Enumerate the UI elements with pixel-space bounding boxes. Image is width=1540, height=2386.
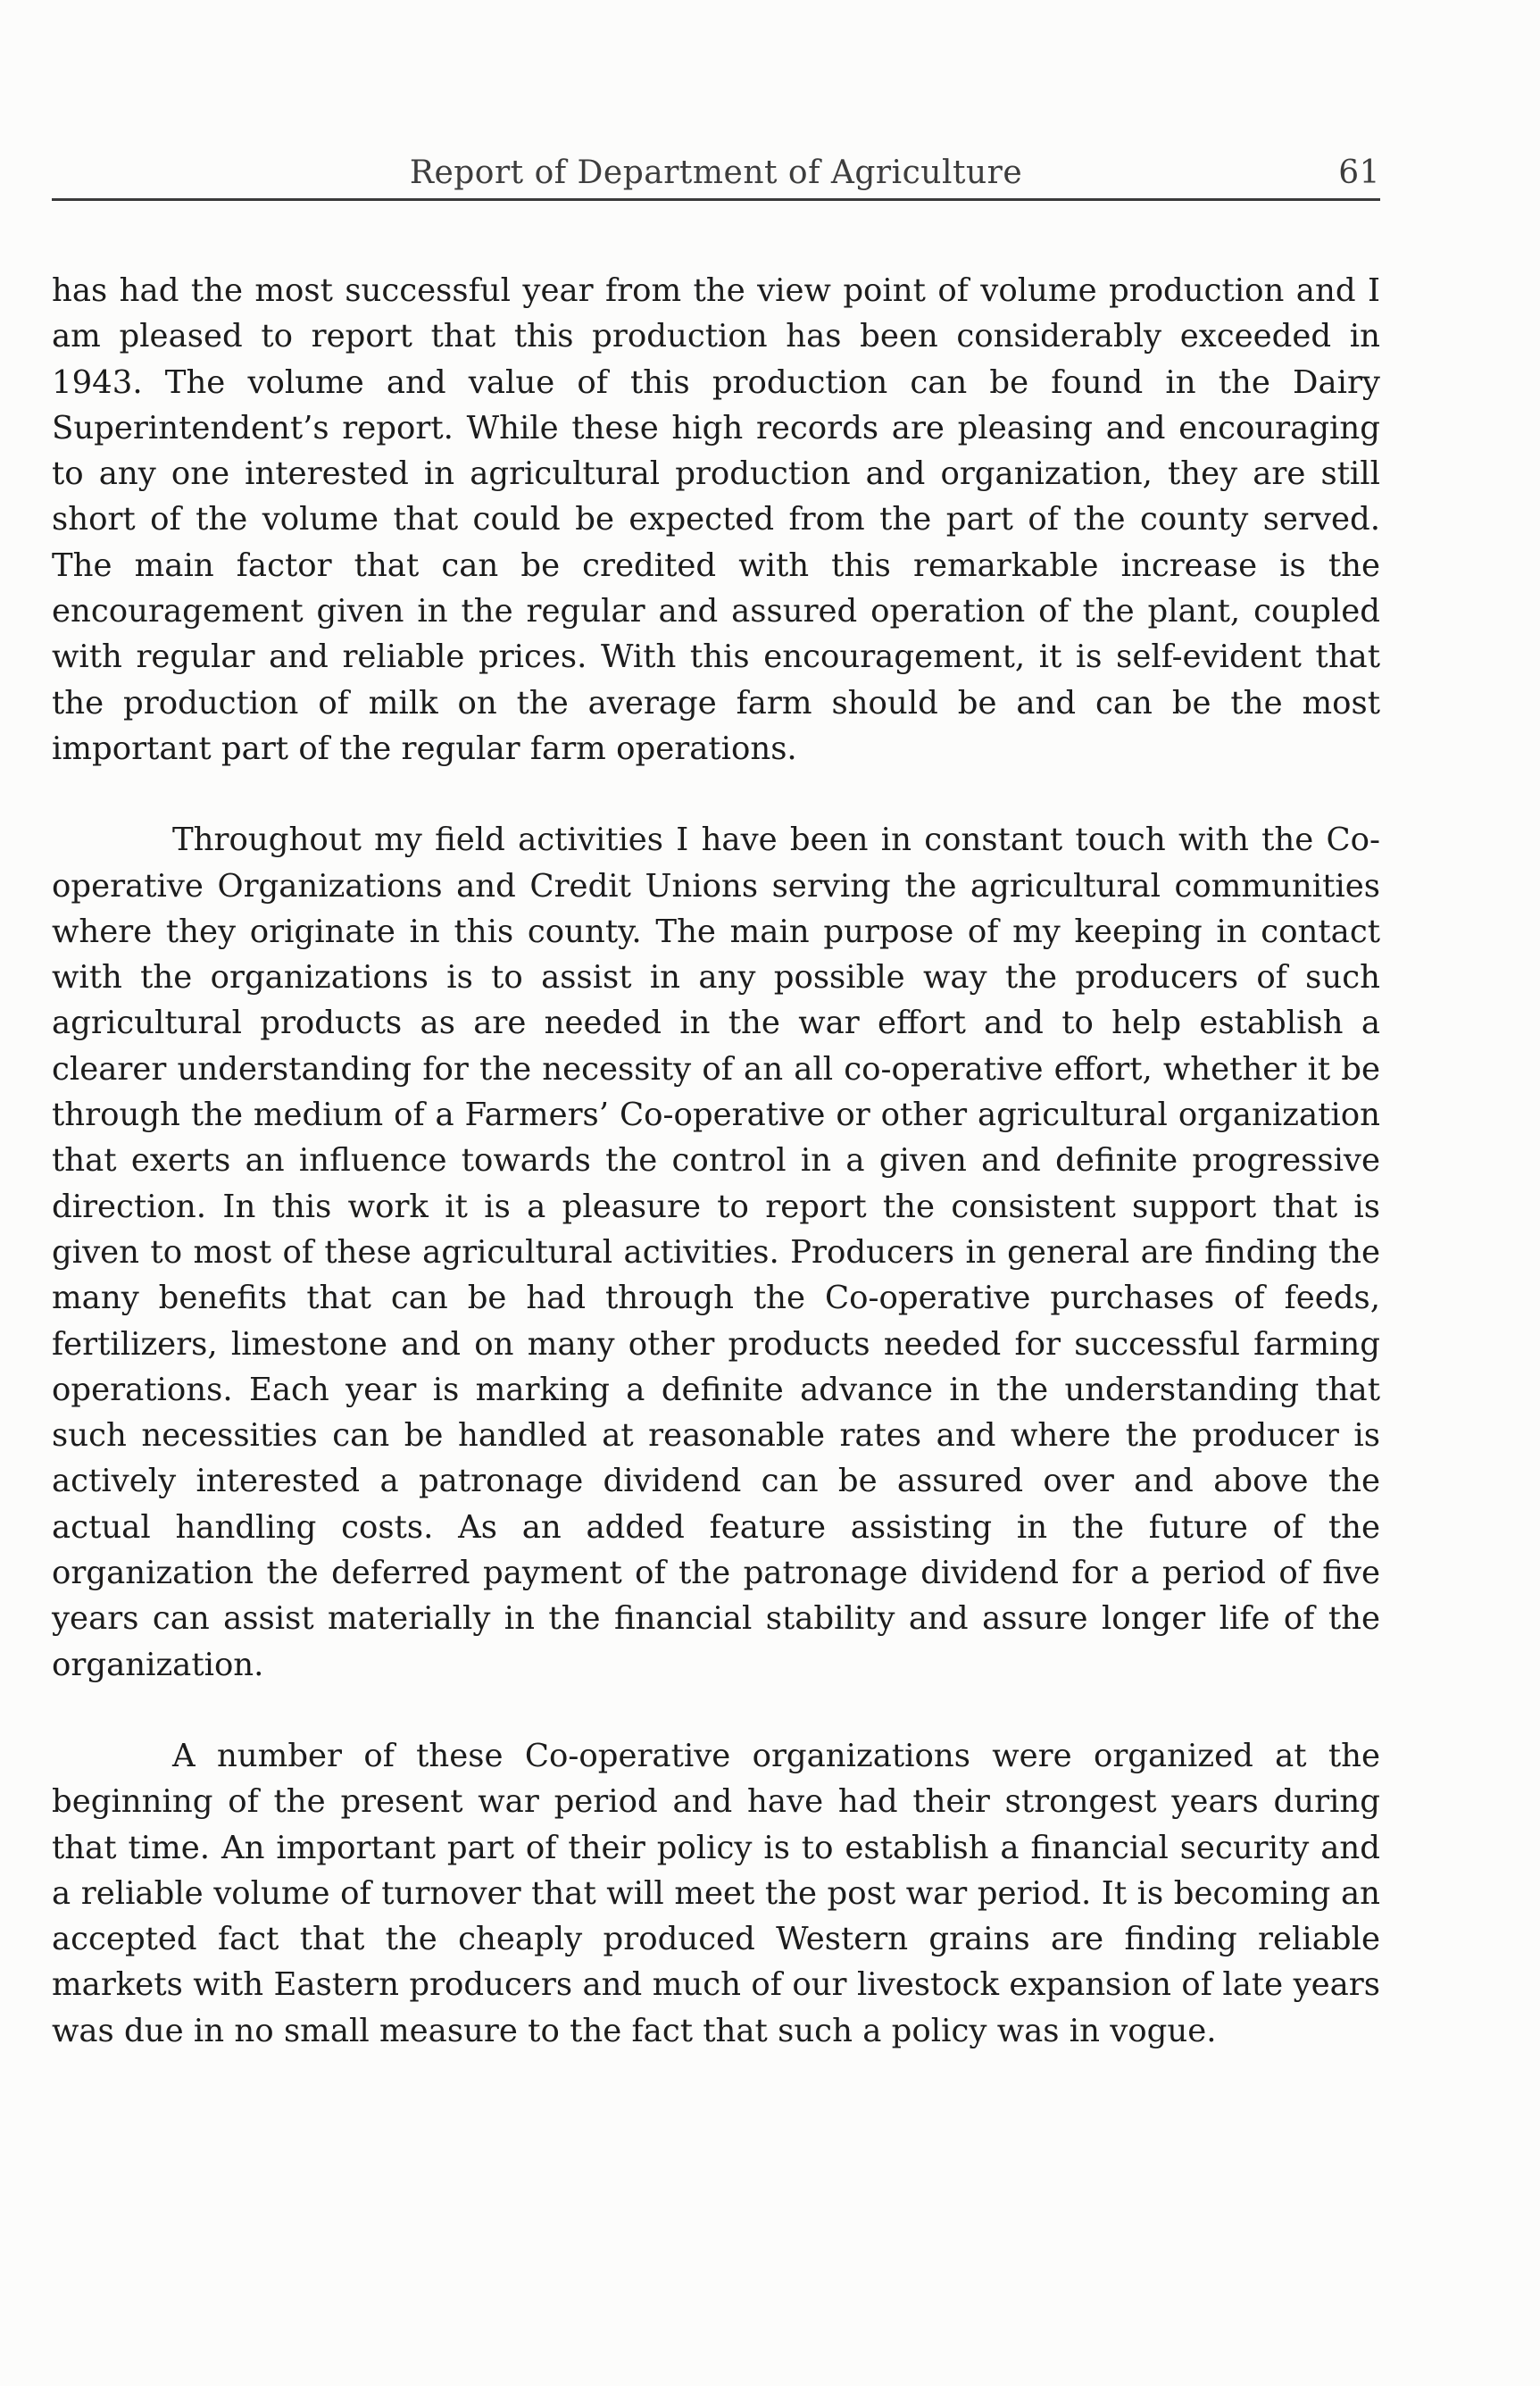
paragraph-war-period: A number of these Co-operative organizations were organized at the beginning of the present war period and have had their strongest years during that time. An important part of their policy is to establish a financial security and a reliable volume of turnover that will meet the post war period. It is becoming an accepted fact that the cheaply produced Western grains are finding reliable markets with Eastern producers and much of our livestock expansion of late years was due in no small measure to the fact that such a policy was in vogue. — [52, 1737, 1380, 2049]
running-title: Report of Department of Agriculture — [409, 154, 1023, 191]
body-text — [52, 268, 1380, 2099]
paragraph-continued: has had the most successful year from the view point of volume production and I am pleased to report that this production has been considerably exceeded in 1943. The volume and value of this production can be found in the Dairy Superintendent’s report. While these high records are pleasing and encouraging to any one interested in agricultural production and organization, they are still short of the volume that could be expected from the part of the county served. The main factor that can be credited with this remarkable increase is the encouragement given in the regular and assured operation of the plant, coupled with regular and reliable prices. With this encouragement, it is self-evident that the production of milk on the average farm should be and can be the most important part of the regular farm operations. — [52, 272, 1380, 767]
paragraph-cooperative-organizations: Throughout my field activities I have been in constant touch with the Co-operative Organizations and Credit Unions serving the agricultural communities where they originate in this county. The main purpose of my keeping in contact with the organizations is to assist in any possible way the producers of such agricultural products as are needed in the war effort and to help establish a clearer understanding for the necessity of an all co-operative effort, whether it be through the medium of a Farmers’ Co-operative or other agricultural organization that exerts an influence towards the control in a given and definite progressive direction. In this work it is a pleasure to report the consistent support that is given to most of these agricultural activities. Producers in general are finding the many benefits that can be had through the Co-operative purchases of feeds, fertilizers, limestone and on many other products needed for successful farming operations. Each year is marking a definite advance in the understanding that such necessities can be handled at reasonable rates and where the producer is actively interested a patronage dividend can be assured over and above the actual handling costs. As an added feature assisting in the future of the organization the deferred payment of the patronage dividend for a period of five years can assist materially in the financial stability and assure longer life of the organization. — [52, 822, 1380, 1683]
page-number: 61 — [1338, 154, 1380, 191]
page-header — [52, 154, 1380, 201]
